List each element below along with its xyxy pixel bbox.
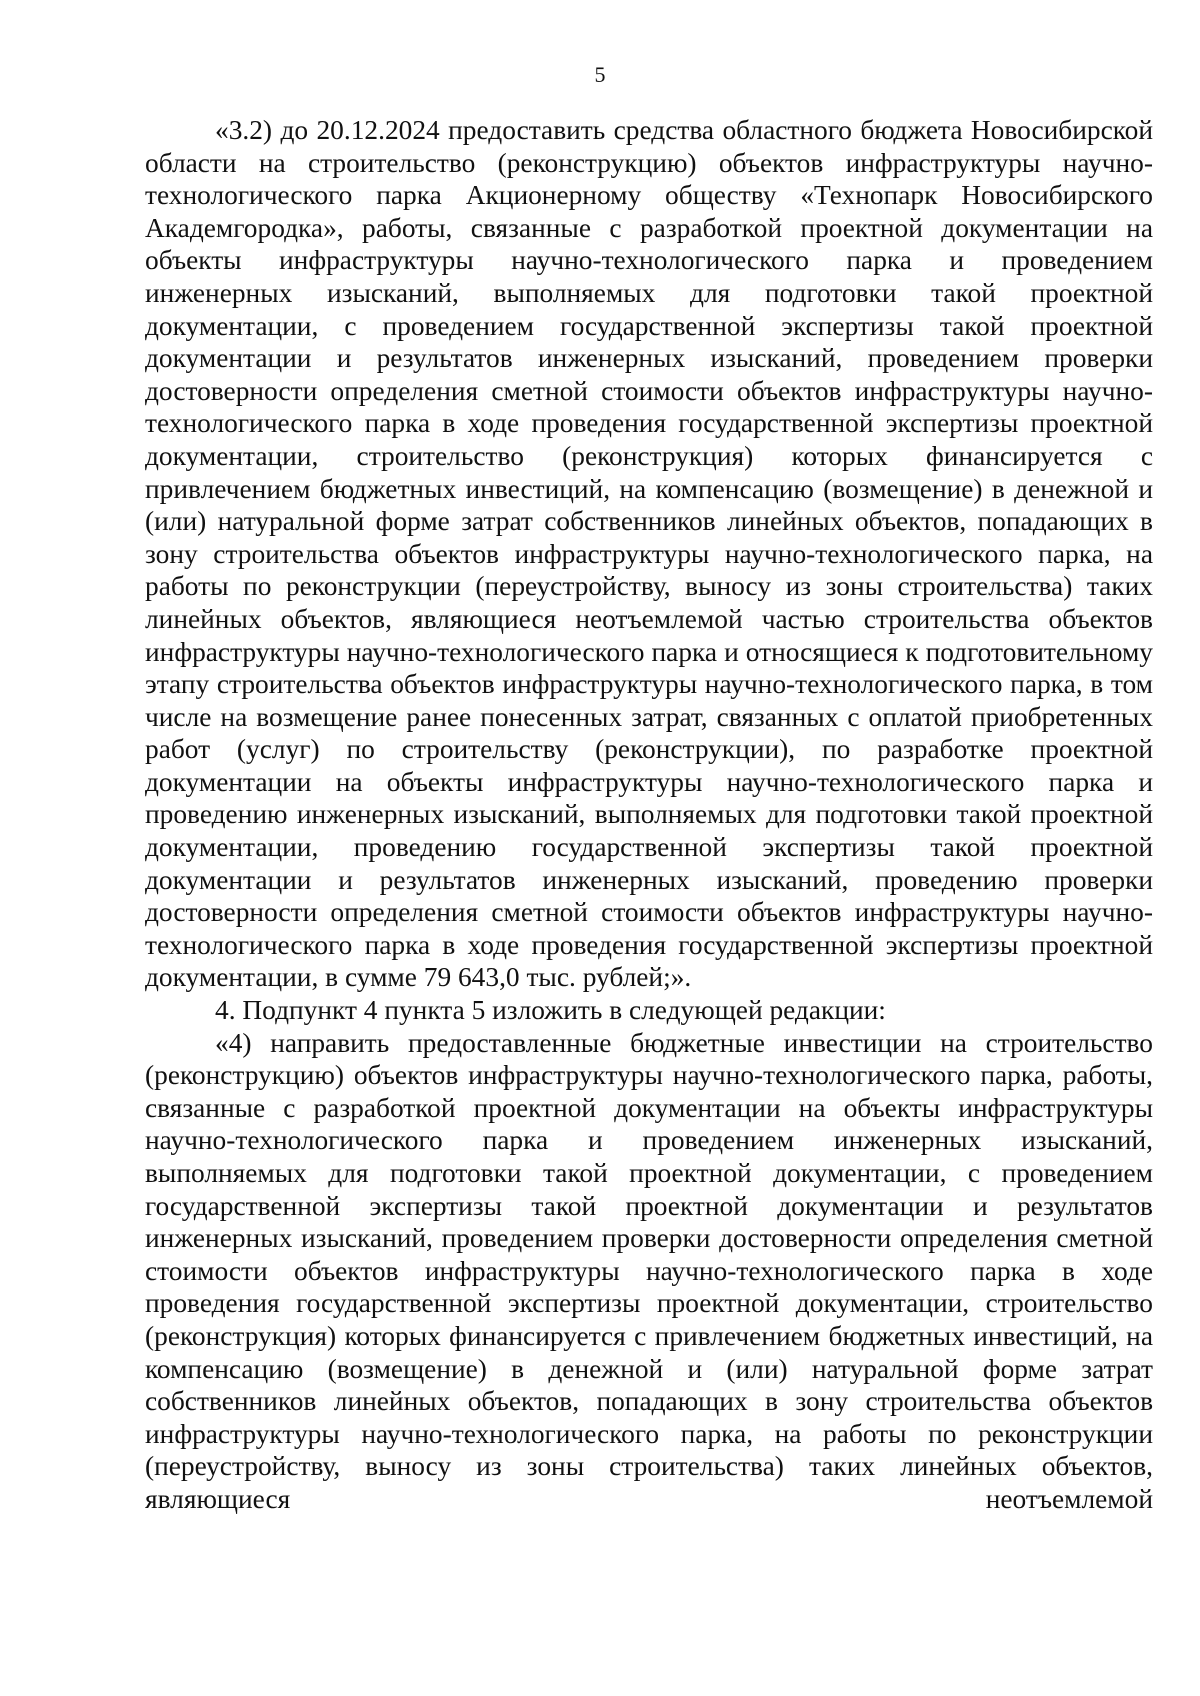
- document-body: [145, 114, 1153, 1516]
- page-number: 5: [594, 62, 606, 87]
- paragraph-item-4-heading: 4. Подпункт 4 пункта 5 изложить в следующей редакции:: [215, 995, 886, 1026]
- paragraph-4: «4) направить предоставленные бюджетные инвестиции на строительство (реконструкцию) объектов инфраструктуры научно-технологического парка, работы, связанные с разработкой проектной документации на объекты инфраструктуры научно-технологического парка и проведением инженерных изысканий, выполняемых для подготовки такой проектной документации, с проведением государственной экспертизы такой проектной документации и результатов инженерных изысканий, проведением проверки достоверности определения сметной стоимости объектов инфраструктуры научно-технологического парка в ходе проведения государственной экспертизы проектной документации, строительство (реконструкция) которых финансируется с привлечением бюджетных инвестиций, на компенсацию (возмещение) в денежной и (или) натуральной форме затрат собственников линейных объектов, попадающих в зону строительства объектов инфраструктуры научно-технологического парка, на работы по реконструкции (переустройству, выносу из зоны строительства) таких линейных объектов, являющиеся неотъемлемой: [145, 1027, 1153, 1514]
- paragraph-3-2: «3.2) до 20.12.2024 предоставить средства областного бюджета Новосибирской области на строительство (реконструкцию) объектов инфраструктуры научно-технологического парка Акционерному обществу «Технопарк Новосибирского Академгородка», работы, связанные с разработкой проектной документации на объекты инфраструктуры научно-технологического парка и проведением инженерных изысканий, выполняемых для подготовки такой проектной документации, с проведением государственной экспертизы такой проектной документации и результатов инженерных изысканий, проведением проверки достоверности определения сметной стоимости объектов инфраструктуры научно-технологического парка в ходе проведения государственной экспертизы проектной документации, строительство (реконструкция) которых финансируется с привлечением бюджетных инвестиций, на компенсацию (возмещение) в денежной и (или) натуральной форме затрат собственников линейных объектов, попадающих в зону строительства объектов инфраструктуры научно-технологического парка, на работы по реконструкции (переустройству, выносу из зоны строительства) таких линейных объектов, являющиеся неотъемлемой частью строительства объектов инфраструктуры научно-технологического парка и относящиеся к подготовительному этапу строительства объектов инфраструктуры научно-технологического парка, в том числе на возмещение ранее понесенных затрат, связанных с оплатой приобретенных работ (услуг) по строительству (реконструкции), по разработке проектной документации на объекты инфраструктуры научно-технологического парка и проведению инженерных изысканий, выполняемых для подготовки такой проектной документации, проведению государственной экспертизы такой проектной документации и результатов инженерных изысканий, проведению проверки достоверности определения сметной стоимости объектов инфраструктуры научно-технологического парка в ходе проведения государственной экспертизы проектной документации, в сумме 79 643,0 тыс. рублей;».: [145, 115, 1153, 993]
